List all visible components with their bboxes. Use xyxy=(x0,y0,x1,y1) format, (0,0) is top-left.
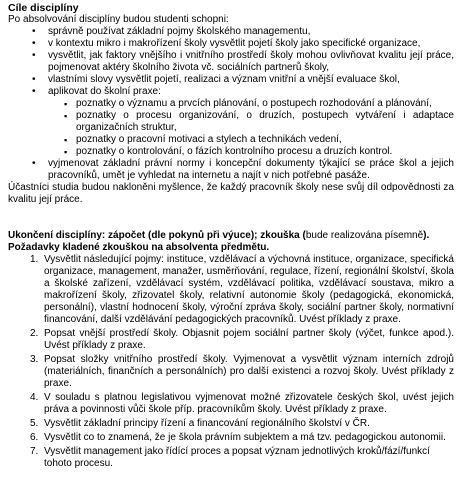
list-item: • v kontextu mikro i makrořízení školy vysvětlit pojetí školy jako specifické organizace, xyxy=(32,38,454,50)
list-item: ▪ poznatky o pracovní motivaci a stylech a technikách vedení, xyxy=(64,134,454,146)
goals-intro: Po absolvování disciplíny budou studenti schopni: xyxy=(8,14,229,25)
item-number: 3. xyxy=(30,354,39,365)
goals-closing: Účastníci studia budou nakloněni myšlence, že každý pracovník školy nese svůj díl odpovědnosti za kvalitu její práce. xyxy=(8,182,454,205)
item-text: Vysvětlit následující pojmy: instituce, vzdělávací a výchovná instituce, organizace, specifická organizace, management, manažer, usměrňování, regulace, řízení, regionální školství, škola a školské zařízení, vzdělávací systém, vzdělávací politika, vzdělávací soustava, mikro a makrořízení školy, zřizovatel školy, relativní autonomie školy (pedagogická, ekonomická, personální), vlastní hodnocení školy, výroční zpráva školy, sociální partner školy, normativní financování, další vzdělávání pedagogických pracovníků. Uvést příklady z praxe. xyxy=(44,254,454,325)
list-item: ▪ poznatky o významu a prvcích plánování, o postupech rozhodování a plánování, xyxy=(64,98,454,110)
list-item xyxy=(30,392,454,416)
list-item: • vyjmenovat základní právní normy i koncepční dokumenty týkající se práce škol a jejich pracovníků, umět je vyhledat na internetu a najít v nich potřebné pasáže. xyxy=(32,158,454,182)
completion-bold-start: Ukončení disciplíny: zápočet (dle pokynů při výuce); zkouška ( xyxy=(8,230,306,241)
item-number: 4. xyxy=(30,392,39,403)
completion-bold-end: ). xyxy=(423,230,430,241)
list-item: • vysvětlit, jak faktory vnějšího i vnitřního prostředí školy mohou ovlivňovat kvalitu její práce, pojmenovat aktéry školního života vč. sociálních partnerů školy, xyxy=(32,50,454,74)
list-item: ▪ poznatky o procesu organizování, o druzích, postupech vytváření i adaptace organizačních struktur, xyxy=(64,110,454,134)
completion-normal: bude realizována písemně xyxy=(305,230,424,241)
item-number: 5. xyxy=(30,418,39,429)
completion-line xyxy=(8,230,454,242)
practice-sublist xyxy=(8,98,454,158)
list-item: • aplikovat do školní praxe: xyxy=(32,86,454,98)
item-text: V souladu s platnou legislativou vyjmenovat možné zřizovatele českých škol, uvést jejich práva a povinnosti vůči škole příp. pracovníkům školy. Uvést příklady z praxe. xyxy=(44,392,454,415)
goals-heading: Cíle disciplíny xyxy=(8,2,79,14)
list-item xyxy=(30,418,454,430)
list-item: ▪ poznatky o kontrolování, o fázích kontrolního procesu a druzích kontrol. xyxy=(64,146,454,158)
list-item xyxy=(30,354,454,390)
item-number: 2. xyxy=(30,328,39,339)
list-item xyxy=(30,254,454,326)
list-item: • správně používat základní pojmy školského managementu, xyxy=(32,26,454,38)
list-item xyxy=(30,432,454,444)
section-spacer xyxy=(8,206,454,230)
list-item xyxy=(30,446,454,470)
item-text: Popsat složky vnitřního prostředí školy. Vyjmenovat a vysvětlit význam interních zdrojů (materiálních, finančních a personálních) pro další existenci a rozvoj školy. Uvést příklady z praxe. xyxy=(44,354,454,389)
item-text: Popsat vnější prostředí školy. Objasnit pojem sociální partner školy (výčet, funkce apod.). Uvést příklady z praxe. xyxy=(44,328,454,351)
item-number: 7. xyxy=(30,446,39,457)
goals-list xyxy=(8,26,454,98)
item-text: Vysvětlit management jako řídící proces a popsat význam jednotlivých kroků/fází/funkcí tohoto procesu. xyxy=(44,446,430,469)
goals-list-continued xyxy=(8,158,454,182)
list-item: • vlastními slovy vysvětlit pojetí, realizaci a význam vnitřní a vnější evaluace škol, xyxy=(32,74,454,86)
item-text: Vysvětlit co to znamená, že je škola právním subjektem a má tzv. pedagogickou autonomii. xyxy=(44,432,446,443)
list-item xyxy=(30,328,454,352)
item-number: 1. xyxy=(30,254,39,265)
requirements-list xyxy=(8,254,454,470)
item-number: 6. xyxy=(30,432,39,443)
item-text: Vysvětlit základní principy řízení a financování regionálního školství v ČR. xyxy=(44,418,370,429)
requirements-heading: Požadavky kladené zkouškou na absolventa předmětu. xyxy=(8,242,270,253)
